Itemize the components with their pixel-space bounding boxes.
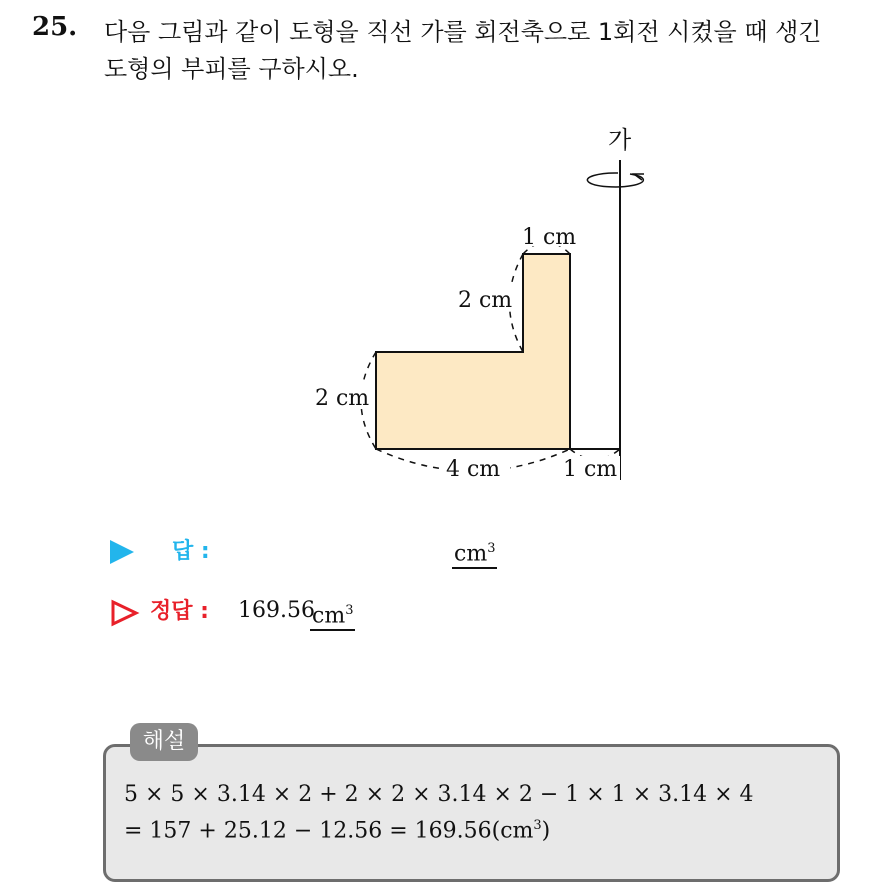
rotation-arrow-icon: [587, 173, 644, 187]
correct-unit-text: cm: [312, 603, 346, 629]
answer-unit-text: cm: [454, 541, 488, 567]
answer-unit: [452, 536, 497, 569]
solution-box: [103, 744, 840, 882]
l-shape: [376, 254, 570, 449]
solution-line-2-post: ): [541, 818, 551, 844]
answer-label: 답 :: [172, 539, 210, 564]
solution-line-2-pre: = 157 + 25.12 − 12.56 = 169.56(: [124, 818, 501, 844]
correct-label: 정답 :: [150, 599, 209, 624]
axis-label: 가: [608, 126, 632, 154]
correct-value: 169.56: [238, 598, 315, 623]
left-height-label: 2 cm: [315, 386, 370, 411]
correct-unit-exp: 3: [345, 603, 354, 618]
bottom-width-label: 4 cm: [446, 457, 501, 482]
question-text: [104, 14, 874, 88]
solution-line-2-exp: 3: [533, 818, 542, 833]
solution-line-2: [124, 818, 550, 843]
correct-unit: [310, 598, 355, 631]
correct-marker-icon: [110, 599, 140, 627]
solution-line-2-unit: cm: [500, 818, 534, 844]
question-line-1: 다음 그림과 같이 도형을 직선 가를 회전축으로 1회전 시켰을 때 생긴: [104, 18, 822, 46]
question-number: 25.: [32, 12, 78, 42]
answer-marker-icon: [110, 540, 134, 564]
top-width-label: 1 cm: [522, 225, 577, 250]
rotation-figure: [300, 118, 660, 488]
solution-line-1: 5 × 5 × 3.14 × 2 + 2 × 2 × 3.14 × 2 − 1 × 1 × 3.14 × 4: [124, 782, 754, 807]
answer-unit-exp: 3: [487, 541, 496, 556]
solution-tag: 해설: [130, 723, 198, 761]
question-line-2: 도형의 부피를 구하시오.: [104, 55, 359, 83]
gap-width-label: 1 cm: [563, 457, 618, 482]
step-height-label: 2 cm: [458, 288, 513, 313]
